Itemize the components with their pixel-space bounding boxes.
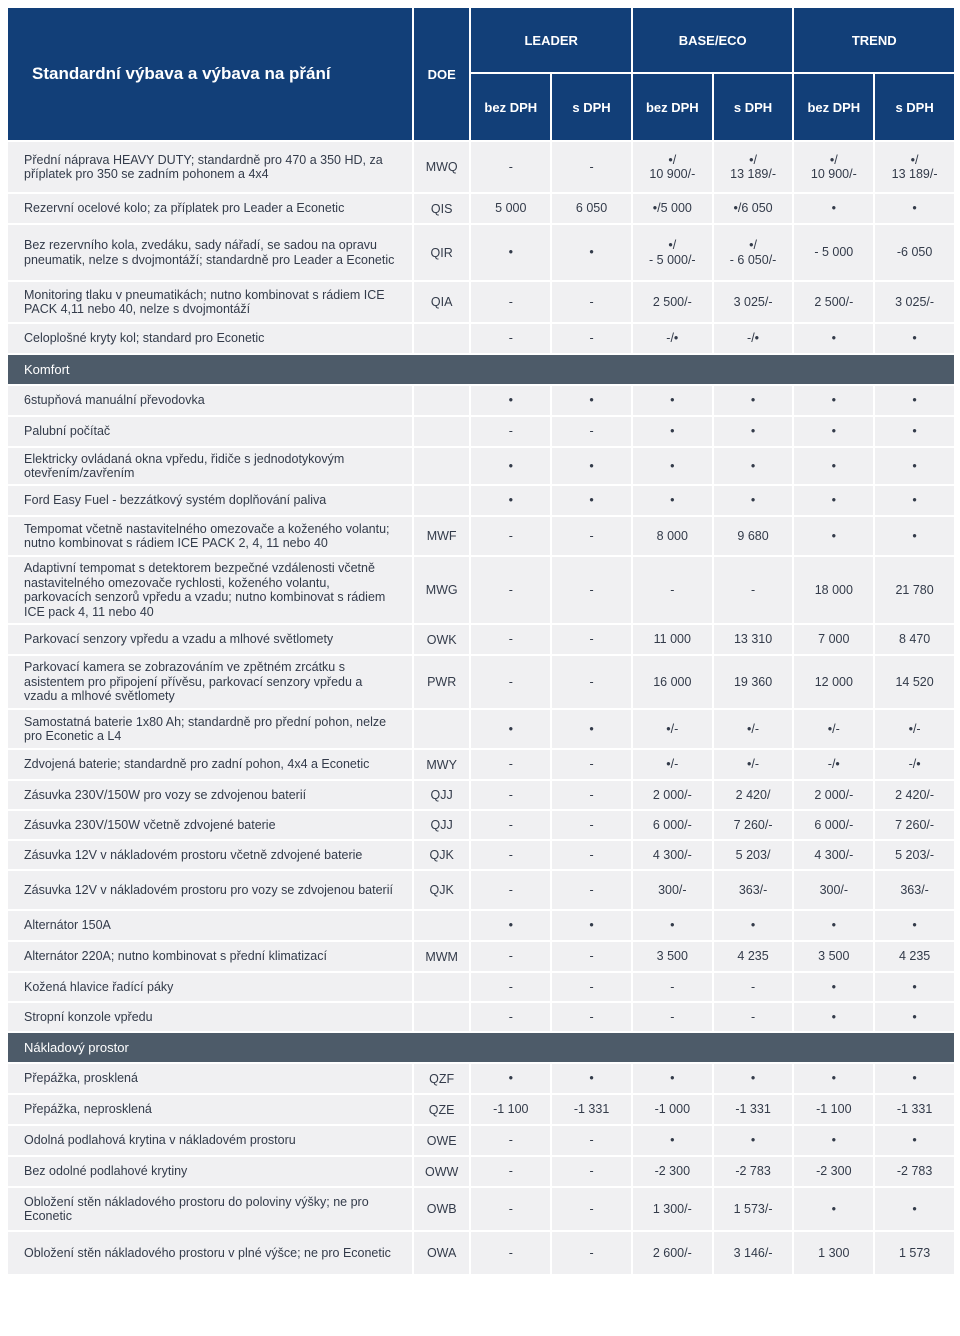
price-cell: 7 260/- <box>875 811 954 839</box>
item-description: Kožená hlavice řadící páky <box>8 973 412 1001</box>
price-cell: -1 100 <box>471 1095 550 1124</box>
table-row <box>8 448 954 484</box>
price-cell: 7 260/- <box>714 811 793 839</box>
price-cell: - <box>552 871 631 909</box>
price-cell: • <box>794 1188 873 1230</box>
price-cell: 5 203/ <box>714 841 793 869</box>
price-cell: • <box>471 710 550 748</box>
price-cell: • <box>714 386 793 415</box>
item-description: Obložení stěn nákladového prostoru v plné výšce; ne pro Econetic <box>8 1232 412 1274</box>
doe-code: OWK <box>414 625 470 654</box>
price-cell: - <box>714 973 793 1001</box>
item-description: Zásuvka 230V/150W včetně zdvojené baterie <box>8 811 412 839</box>
price-cell: - <box>633 1003 712 1031</box>
item-description: Rezervní ocelové kolo; za příplatek pro Leader a Econetic <box>8 194 412 223</box>
price-cell: • <box>794 911 873 940</box>
price-cell: 9 680 <box>714 517 793 555</box>
item-description: Alternátor 150A <box>8 911 412 940</box>
price-cell: • <box>714 911 793 940</box>
price-cell: • <box>471 386 550 415</box>
price-cell: -/• <box>633 324 712 353</box>
price-cell: • <box>794 448 873 484</box>
subcolumn-header: bez DPH <box>794 74 873 140</box>
price-cell: 6 000/- <box>794 811 873 839</box>
price-cell: • <box>552 911 631 940</box>
subcolumn-header: s DPH <box>714 74 793 140</box>
price-cell: - <box>471 811 550 839</box>
price-cell: • <box>794 973 873 1001</box>
price-cell: - <box>471 750 550 779</box>
price-cell: • <box>471 911 550 940</box>
subcolumn-header: s DPH <box>875 74 954 140</box>
price-cell: • <box>875 386 954 415</box>
price-cell: • <box>875 911 954 940</box>
price-cell: - <box>552 1157 631 1186</box>
table-row <box>8 517 954 555</box>
price-cell: -/• <box>875 750 954 779</box>
table-row <box>8 911 954 940</box>
price-cell: • <box>633 1126 712 1155</box>
price-cell: -/• <box>794 750 873 779</box>
price-cell: • <box>794 517 873 555</box>
price-cell: • <box>471 225 550 280</box>
price-cell: 5 203/- <box>875 841 954 869</box>
price-cell: 3 146/- <box>714 1232 793 1274</box>
item-description: Palubní počítač <box>8 417 412 446</box>
price-cell: • <box>794 1003 873 1031</box>
price-cell: - <box>552 625 631 654</box>
price-cell: - <box>471 1232 550 1274</box>
price-cell: 14 520 <box>875 656 954 708</box>
price-cell: • <box>794 1126 873 1155</box>
price-cell: 363/- <box>714 871 793 909</box>
doe-code: QJJ <box>414 811 470 839</box>
price-cell: -2 783 <box>714 1157 793 1186</box>
price-cell: - <box>471 1003 550 1031</box>
table-row <box>8 710 954 748</box>
price-cell: 11 000 <box>633 625 712 654</box>
price-cell: 300/- <box>633 871 712 909</box>
doe-code: QZE <box>414 1095 470 1124</box>
price-cell: 2 600/- <box>633 1232 712 1274</box>
price-cell: 2 500/- <box>633 282 712 322</box>
price-cell: • <box>875 1126 954 1155</box>
price-cell: • <box>875 1188 954 1230</box>
price-cell: 4 235 <box>714 942 793 971</box>
item-description: Bez rezervního kola, zvedáku, sady nářadí, se sadou na opravu pneumatik, nelze s dvojmontáží; standardně pro Leader a Econetic <box>8 225 412 280</box>
item-description: Celoplošné kryty kol; standard pro Econetic <box>8 324 412 353</box>
item-description: Adaptivní tempomat s detektorem bezpečné vzdálenosti včetně nastavitelného omezovače rychlosti, koženého volantu, parkovacích senzorů vpředu a vzadu; nutno kombinovat s rádiem ICE pack 4, 11 nebo 40 <box>8 557 412 623</box>
subcolumn-header: bez DPH <box>633 74 712 140</box>
price-cell: • <box>633 1064 712 1093</box>
doe-code: QJJ <box>414 781 470 809</box>
table-row <box>8 142 954 192</box>
subcolumn-header: s DPH <box>552 74 631 140</box>
doe-code: MWM <box>414 942 470 971</box>
price-cell: • <box>633 486 712 515</box>
price-cell: •/ - 6 050/- <box>714 225 793 280</box>
table-row <box>8 1003 954 1031</box>
item-description: Ford Easy Fuel - bezzátkový systém doplňování paliva <box>8 486 412 515</box>
item-description: Přední náprava HEAVY DUTY; standardně pro 470 a 350 HD, za příplatek pro 350 se zadním pohonem a 4x4 <box>8 142 412 192</box>
price-cell: • <box>794 386 873 415</box>
price-cell: 4 300/- <box>794 841 873 869</box>
item-description: Samostatná baterie 1x80 Ah; standardně pro přední pohon, nelze pro Econetic a L4 <box>8 710 412 748</box>
price-cell: -1 000 <box>633 1095 712 1124</box>
table-row <box>8 324 954 353</box>
price-cell: 1 300/- <box>633 1188 712 1230</box>
price-cell: • <box>552 225 631 280</box>
price-cell: 2 000/- <box>633 781 712 809</box>
table-row <box>8 225 954 280</box>
item-description: Tempomat včetně nastavitelného omezovače a koženého volantu; nutno kombinovat s rádiem ICE PACK 2, 4, 11 nebo 40 <box>8 517 412 555</box>
price-cell: • <box>794 417 873 446</box>
price-cell: - <box>552 1126 631 1155</box>
price-cell: -1 100 <box>794 1095 873 1124</box>
price-cell: •/- <box>633 750 712 779</box>
item-description: Zásuvka 12V v nákladovém prostoru pro vozy se zdvojenou baterií <box>8 871 412 909</box>
price-cell: - 5 000 <box>794 225 873 280</box>
subcolumn-header: bez DPH <box>471 74 550 140</box>
price-cell: • <box>552 710 631 748</box>
table-row <box>8 1064 954 1093</box>
price-cell: •/5 000 <box>633 194 712 223</box>
table-row <box>8 1095 954 1124</box>
price-cell: -2 300 <box>633 1157 712 1186</box>
price-cell: -1 331 <box>714 1095 793 1124</box>
price-cell: • <box>875 417 954 446</box>
price-cell: - <box>552 1188 631 1230</box>
doe-code <box>414 911 470 940</box>
price-cell: • <box>714 1126 793 1155</box>
price-cell: - <box>471 1188 550 1230</box>
price-cell: - <box>471 973 550 1001</box>
price-cell: - <box>471 942 550 971</box>
group-header-leader: LEADER <box>471 8 631 72</box>
table-row <box>8 1232 954 1274</box>
section-label: Komfort <box>8 355 954 384</box>
price-cell: - <box>552 973 631 1001</box>
section-label: Nákladový prostor <box>8 1033 954 1062</box>
price-cell: -1 331 <box>552 1095 631 1124</box>
price-cell: •/- <box>633 710 712 748</box>
table-row <box>8 386 954 415</box>
price-cell: - <box>471 1157 550 1186</box>
price-cell: • <box>471 1064 550 1093</box>
price-cell: 3 025/- <box>714 282 793 322</box>
price-cell: 12 000 <box>794 656 873 708</box>
price-cell: • <box>875 486 954 515</box>
price-cell: • <box>875 1064 954 1093</box>
price-cell: • <box>714 448 793 484</box>
doe-code <box>414 710 470 748</box>
table-row <box>8 811 954 839</box>
group-header-base-eco: BASE/ECO <box>633 8 793 72</box>
price-cell: -6 050 <box>875 225 954 280</box>
price-cell: • <box>794 194 873 223</box>
table-row <box>8 417 954 446</box>
price-cell: • <box>633 386 712 415</box>
price-cell: • <box>875 324 954 353</box>
doe-code: QIR <box>414 225 470 280</box>
price-cell: - <box>552 656 631 708</box>
table-row <box>8 1188 954 1230</box>
price-cell: - <box>552 324 631 353</box>
price-cell: • <box>794 324 873 353</box>
price-cell: 18 000 <box>794 557 873 623</box>
table-body <box>8 142 954 1274</box>
doe-code: OWA <box>414 1232 470 1274</box>
price-cell: - <box>552 942 631 971</box>
price-cell: • <box>875 194 954 223</box>
price-cell: • <box>875 1003 954 1031</box>
price-cell: - <box>552 417 631 446</box>
price-cell: - <box>471 625 550 654</box>
table-row <box>8 282 954 322</box>
price-cell: -/• <box>714 324 793 353</box>
table-row <box>8 194 954 223</box>
price-cell: • <box>633 448 712 484</box>
price-cell: • <box>794 486 873 515</box>
price-cell: •/- <box>714 750 793 779</box>
price-cell: - <box>633 973 712 1001</box>
table-row <box>8 973 954 1001</box>
price-cell: 1 573/- <box>714 1188 793 1230</box>
doe-code <box>414 386 470 415</box>
price-cell: 8 000 <box>633 517 712 555</box>
price-cell: 16 000 <box>633 656 712 708</box>
price-cell: • <box>552 448 631 484</box>
price-cell: -1 331 <box>875 1095 954 1124</box>
doe-code <box>414 324 470 353</box>
price-cell: •/- <box>875 710 954 748</box>
price-cell: -2 783 <box>875 1157 954 1186</box>
price-cell: - <box>471 871 550 909</box>
price-cell: - <box>471 656 550 708</box>
table-row <box>8 1157 954 1186</box>
item-description: Zásuvka 230V/150W pro vozy se zdvojenou baterií <box>8 781 412 809</box>
doe-code: MWY <box>414 750 470 779</box>
doe-code: OWE <box>414 1126 470 1155</box>
price-cell: - <box>552 811 631 839</box>
price-cell: •/ 13 189/- <box>714 142 793 192</box>
price-cell: • <box>552 1064 631 1093</box>
price-cell: •/- <box>714 710 793 748</box>
price-cell: - <box>471 557 550 623</box>
price-cell: • <box>714 417 793 446</box>
item-description: Přepážka, prosklená <box>8 1064 412 1093</box>
price-cell: • <box>875 973 954 1001</box>
price-cell: - <box>471 841 550 869</box>
page-title: Standardní výbava a výbava na přání <box>8 8 412 140</box>
price-cell: • <box>552 386 631 415</box>
table-row <box>8 750 954 779</box>
item-description: Zdvojená baterie; standardně pro zadní pohon, 4x4 a Econetic <box>8 750 412 779</box>
table-row <box>8 625 954 654</box>
price-cell: 2 500/- <box>794 282 873 322</box>
price-cell: 2 000/- <box>794 781 873 809</box>
doe-code <box>414 973 470 1001</box>
price-cell: 8 470 <box>875 625 954 654</box>
item-description: Přepážka, neprosklená <box>8 1095 412 1124</box>
doe-code: MWG <box>414 557 470 623</box>
doe-code <box>414 486 470 515</box>
doe-code: MWF <box>414 517 470 555</box>
doe-code <box>414 1003 470 1031</box>
price-cell: 300/- <box>794 871 873 909</box>
price-cell: 6 000/- <box>633 811 712 839</box>
doe-code: PWR <box>414 656 470 708</box>
price-cell: - <box>552 557 631 623</box>
price-cell: - <box>714 557 793 623</box>
doe-code: OWW <box>414 1157 470 1186</box>
item-description: Odolná podlahová krytina v nákladovém prostoru <box>8 1126 412 1155</box>
price-cell: 4 235 <box>875 942 954 971</box>
doe-code <box>414 417 470 446</box>
item-description: Bez odolné podlahové krytiny <box>8 1157 412 1186</box>
doe-column-header: DOE <box>414 8 470 140</box>
price-cell: 3 500 <box>794 942 873 971</box>
price-cell: 3 025/- <box>875 282 954 322</box>
price-cell: 3 500 <box>633 942 712 971</box>
price-cell: • <box>714 1064 793 1093</box>
table-row <box>8 781 954 809</box>
price-cell: - <box>471 781 550 809</box>
item-description: Stropní konzole vpředu <box>8 1003 412 1031</box>
price-cell: 21 780 <box>875 557 954 623</box>
doe-code: QJK <box>414 871 470 909</box>
item-description: Monitoring tlaku v pneumatikách; nutno kombinovat s rádiem ICE PACK 4,11 nebo 40, nelze s dvojmontáží <box>8 282 412 322</box>
doe-code: QZF <box>414 1064 470 1093</box>
price-cell: • <box>633 911 712 940</box>
table-row <box>8 1126 954 1155</box>
group-header-trend: TREND <box>794 8 954 72</box>
item-description: Obložení stěn nákladového prostoru do poloviny výšky; ne pro Econetic <box>8 1188 412 1230</box>
price-cell: 2 420/ <box>714 781 793 809</box>
item-description: Alternátor 220A; nutno kombinovat s přední klimatizací <box>8 942 412 971</box>
item-description: Elektricky ovládaná okna vpředu, řidiče s jednodotykovým otevřením/zavřením <box>8 448 412 484</box>
price-cell: - <box>471 417 550 446</box>
price-cell: - <box>552 142 631 192</box>
price-cell: - <box>552 781 631 809</box>
price-cell: - <box>471 324 550 353</box>
price-cell: • <box>794 1064 873 1093</box>
price-cell: 363/- <box>875 871 954 909</box>
price-cell: - <box>471 1126 550 1155</box>
doe-code: OWB <box>414 1188 470 1230</box>
section-row <box>8 1033 954 1062</box>
table-row <box>8 656 954 708</box>
doe-code: MWQ <box>414 142 470 192</box>
doe-code <box>414 448 470 484</box>
price-cell: - <box>552 750 631 779</box>
price-cell: - <box>471 282 550 322</box>
price-cell: - <box>471 142 550 192</box>
table-row <box>8 841 954 869</box>
item-description: Parkovací senzory vpředu a vzadu a mlhové světlomety <box>8 625 412 654</box>
price-cell: 1 300 <box>794 1232 873 1274</box>
table-row <box>8 557 954 623</box>
price-cell: • <box>875 448 954 484</box>
price-cell: - <box>552 1232 631 1274</box>
price-cell: • <box>471 486 550 515</box>
table-row <box>8 942 954 971</box>
table-row <box>8 486 954 515</box>
item-description: Parkovací kamera se zobrazováním ve zpětném zrcátku s asistentem pro připojení přívěsu, parkovací senzory vpředu a vzadu a mlhové světlomety <box>8 656 412 708</box>
price-cell: - <box>552 841 631 869</box>
price-cell: - <box>714 1003 793 1031</box>
equipment-table <box>6 6 956 1276</box>
price-cell: • <box>552 486 631 515</box>
price-cell: • <box>714 486 793 515</box>
price-cell: 19 360 <box>714 656 793 708</box>
price-cell: - <box>471 517 550 555</box>
price-cell: • <box>633 417 712 446</box>
doe-code: QIS <box>414 194 470 223</box>
item-description: 6stupňová manuální převodovka <box>8 386 412 415</box>
price-cell: - <box>552 282 631 322</box>
price-cell: -2 300 <box>794 1157 873 1186</box>
doe-code: QIA <box>414 282 470 322</box>
price-cell: 1 573 <box>875 1232 954 1274</box>
price-cell: •/ - 5 000/- <box>633 225 712 280</box>
price-cell: - <box>552 517 631 555</box>
price-cell: 2 420/- <box>875 781 954 809</box>
doe-code: QJK <box>414 841 470 869</box>
price-cell: •/ 10 900/- <box>633 142 712 192</box>
price-cell: - <box>552 1003 631 1031</box>
price-cell: •/6 050 <box>714 194 793 223</box>
price-cell: 4 300/- <box>633 841 712 869</box>
price-cell: •/ 10 900/- <box>794 142 873 192</box>
price-cell: • <box>471 448 550 484</box>
price-cell: • <box>875 517 954 555</box>
price-cell: 7 000 <box>794 625 873 654</box>
price-cell: •/ 13 189/- <box>875 142 954 192</box>
price-cell: 5 000 <box>471 194 550 223</box>
table-row <box>8 871 954 909</box>
item-description: Zásuvka 12V v nákladovém prostoru včetně zdvojené baterie <box>8 841 412 869</box>
price-cell: 13 310 <box>714 625 793 654</box>
section-row <box>8 355 954 384</box>
price-cell: •/- <box>794 710 873 748</box>
price-cell: 6 050 <box>552 194 631 223</box>
price-cell: - <box>633 557 712 623</box>
